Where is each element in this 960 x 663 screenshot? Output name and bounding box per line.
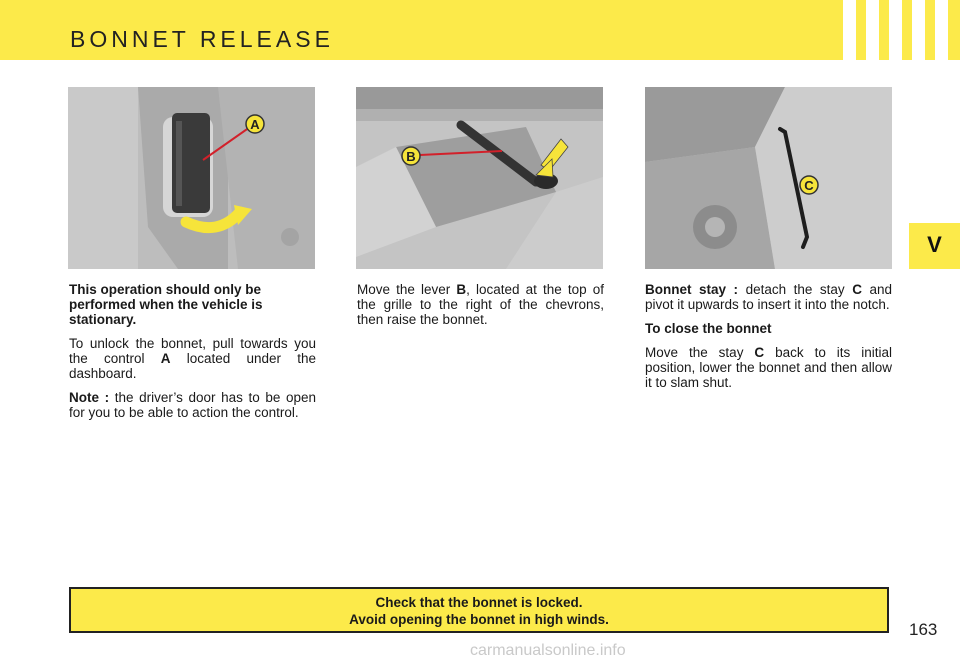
callout-b-label: B	[406, 149, 416, 164]
unlock-instructions	[69, 336, 316, 381]
close-ref-c: C	[754, 345, 765, 360]
callout-c-label: C	[804, 178, 814, 193]
door-note	[69, 390, 316, 420]
header-stripe	[912, 0, 925, 60]
warning-line-1: Check that the bonnet is locked.	[375, 595, 583, 610]
stay-text-after: and pivot it upwards to insert it into the notch.	[645, 282, 893, 312]
header-stripe	[935, 0, 948, 60]
unlock-text-before: To unlock the bonnet, pull towards you the control	[69, 336, 316, 366]
stay-instructions	[645, 282, 892, 312]
page-number: 163	[909, 620, 938, 639]
lever-text-before: Move the lever	[357, 282, 457, 297]
header-band	[0, 0, 960, 60]
stay-ref-c: C	[852, 282, 862, 297]
lever-instructions	[357, 282, 604, 327]
photo-bonnet-control	[68, 87, 315, 269]
photo-bonnet-control-illustration	[68, 87, 315, 269]
section-tab-letter: V	[927, 232, 942, 257]
photo-grille-lever-illustration	[356, 87, 603, 269]
safety-notice: This operation should only be performed when the vehicle is stationary.	[69, 282, 263, 327]
column-bonnet-stay	[645, 282, 892, 399]
column-bonnet-control	[69, 282, 316, 429]
photo-bonnet-stay-illustration	[645, 87, 892, 269]
close-text-before: Move the stay	[645, 345, 755, 360]
header-stripe	[889, 0, 902, 60]
lever-ref-b: B	[456, 282, 467, 297]
note-text: the driver’s door has to be open for you to be able to action the control.	[69, 390, 316, 420]
control-ref-a: A	[160, 351, 171, 366]
close-instructions	[645, 345, 892, 390]
close-text-after: back to its initial position, lower the bonnet and then allow it to slam shut.	[645, 345, 893, 390]
header-stripe	[843, 0, 856, 60]
header-stripe	[866, 0, 879, 60]
photo-bonnet-stay	[645, 87, 892, 269]
close-bonnet-heading: To close the bonnet	[645, 321, 772, 336]
lever-text-after: , located at the top of the grille to the right of the chevrons, then raise the bonnet.	[357, 282, 604, 327]
watermark: carmanualsonline.info	[470, 642, 626, 659]
note-label: Note :	[69, 390, 110, 405]
page-title: BONNET RELEASE	[70, 26, 334, 52]
warning-line-2: Avoid opening the bonnet in high winds.	[349, 612, 609, 627]
unlock-text-after: located under the dashboard.	[69, 351, 316, 381]
section-tab	[909, 223, 960, 269]
warning-box	[69, 587, 889, 633]
callout-a-label: A	[250, 117, 260, 132]
stay-text-before: detach the stay	[738, 282, 853, 297]
stay-label: Bonnet stay :	[645, 282, 739, 297]
column-grille-lever	[357, 282, 604, 336]
photo-grille-lever	[356, 87, 603, 269]
